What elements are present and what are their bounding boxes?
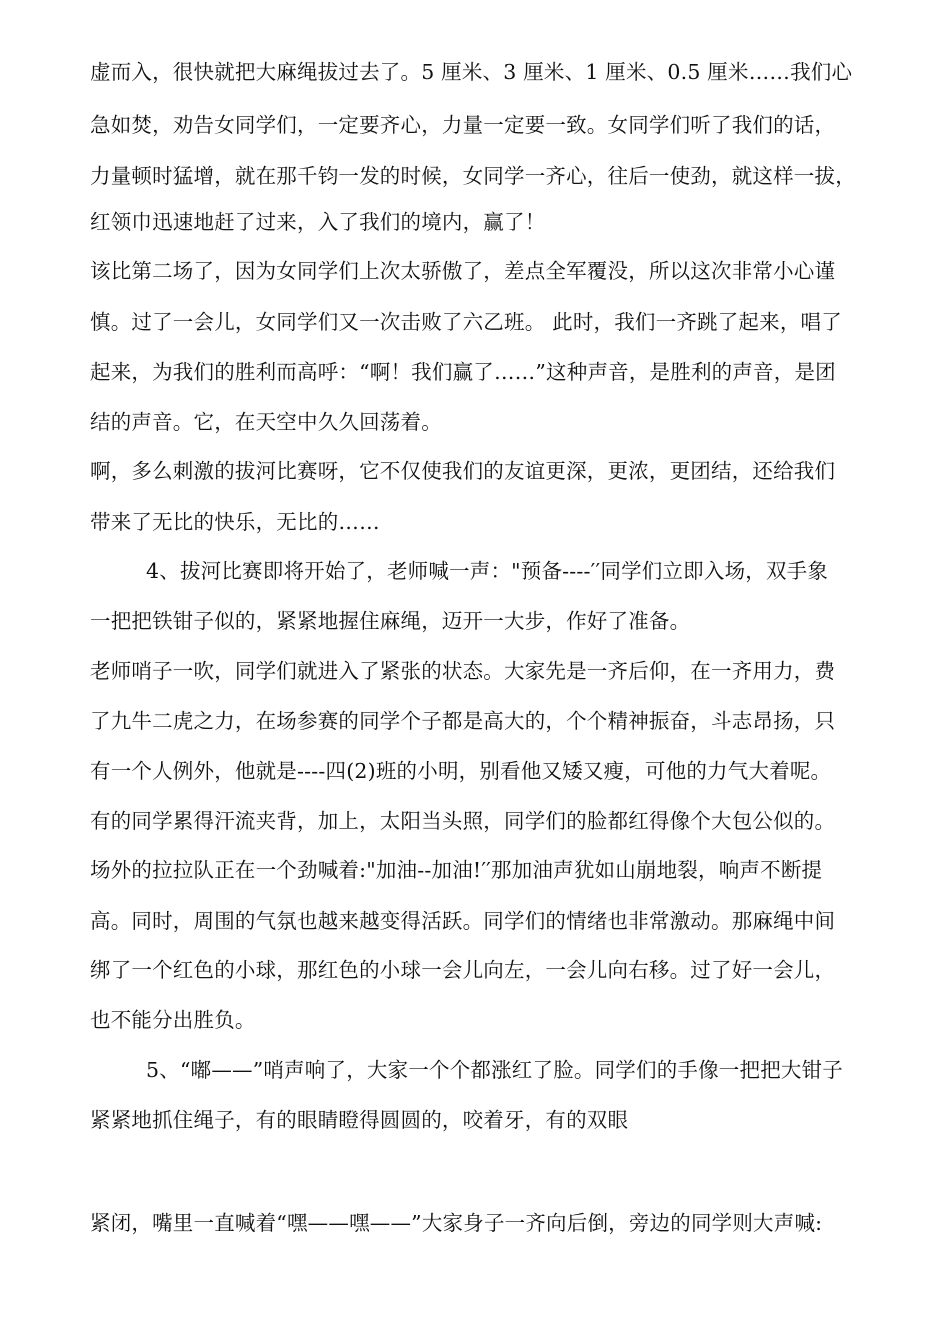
text-line: 力量顿时猛增，就在那千钧一发的时候，女同学一齐心，往后一使劲，就这样一拔， — [90, 164, 856, 188]
text-line: 带来了无比的快乐，无比的…… — [90, 510, 380, 534]
text-line: 啊，多么刺激的拔河比赛呀，它不仅使我们的友谊更深，更浓，更团结，还给我们 — [90, 459, 836, 483]
text-line: 一把把铁钳子似的，紧紧地握住麻绳，迈开一大步，作好了准备。 — [90, 609, 691, 633]
text-line: 4、拔河比赛即将开始了，老师喊一声："预备----′′同学们立即入场，双手象 — [146, 559, 829, 583]
text-line: 了九牛二虎之力，在场参赛的同学个子都是高大的，个个精神振奋，斗志昂扬，只 — [90, 709, 836, 733]
text-line: 该比第二场了，因为女同学们上次太骄傲了，差点全军覆没，所以这次非常小心谨 — [90, 259, 836, 283]
text-line: 绑了一个红色的小球，那红色的小球一会儿向左，一会儿向右移。过了好一会儿， — [90, 958, 836, 982]
text-line: 也不能分出胜负。 — [90, 1008, 256, 1032]
text-line: 结的声音。它，在天空中久久回荡着。 — [90, 410, 442, 434]
text-line: 老师哨子一吹，同学们就进入了紧张的状态。大家先是一齐后仰，在一齐用力，费 — [90, 659, 836, 683]
text-line: 有一个人例外，他就是----四(2)班的小明，别看他又矮又瘦，可他的力气大着呢。 — [90, 759, 832, 783]
text-line: 起来，为我们的胜利而高呼：“啊！我们赢了……”这种声音，是胜利的声音，是团 — [90, 360, 836, 384]
text-line: 紧紧地抓住绳子，有的眼睛瞪得圆圆的，咬着牙，有的双眼 — [90, 1108, 629, 1132]
text-line: 紧闭，嘴里一直喊着“嘿——嘿——”大家身子一齐向后倒，旁边的同学则大声喊: — [90, 1211, 823, 1235]
text-line: 急如焚，劝告女同学们，一定要齐心，力量一定要一致。女同学们听了我们的话， — [90, 113, 836, 137]
text-line: 5、“嘟——”哨声响了，大家一个个都涨红了脸。同学们的手像一把把大钳子 — [146, 1058, 844, 1082]
text-line: 慎。过了一会儿，女同学们又一次击败了六乙班。 此时，我们一齐跳了起来，唱了 — [90, 310, 842, 334]
text-line: 高。同时，周围的气氛也越来越变得活跃。同学们的情绪也非常激动。那麻绳中间 — [90, 909, 836, 933]
text-line: 场外的拉拉队正在一个劲喊着:"加油--加油!′′那加油声犹如山崩地裂，响声不断提 — [90, 858, 823, 882]
text-line: 红领巾迅速地赶了过来，入了我们的境内，赢了！ — [90, 210, 546, 234]
text-line: 有的同学累得汗流夹背，加上，太阳当头照，同学们的脸都红得像个大包公似的。 — [90, 809, 836, 833]
text-line: 虚而入，很快就把大麻绳拔过去了。5 厘米、3 厘米、1 厘米、0.5 厘米……我们心 — [90, 60, 853, 84]
